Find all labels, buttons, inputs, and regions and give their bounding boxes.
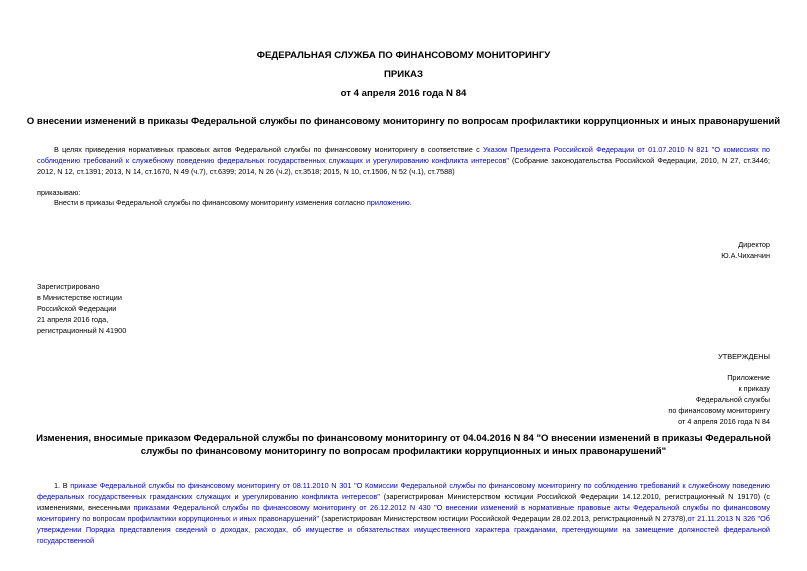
item-1-number: 1. В (54, 481, 71, 490)
registration-block (37, 281, 237, 336)
order-text-1: Внести в приказы Федеральной службы по финансовому мониторингу изменения согласно (54, 198, 367, 207)
preamble-text-2: (Собрание законодательства Российской Федерации, 2010, N 27, ст.3446; 2012, N 12, ст.1391; 2013, N 14, ст.1670, N 49 (ч.7), ст.6399; 2014, N 26 (ч.2), ст.3518; 2015, N 10, ст.1506, N 52 (ч.1), ст.7588) (37, 156, 770, 176)
approved-label: УТВЕРЖДЕНЫ (718, 352, 770, 361)
registration-line: в Министерстве юстиции (37, 293, 122, 302)
order-430-link[interactable]: приказами Федеральной службы по финансовому мониторингу от 26.12.2012 N 430 "О внесении изменений в нормативные правовые акты Федеральной службы по финансовому мониторингу по вопросам профилактики коррупционных и иных правонарушений" (37, 503, 770, 523)
appendix-line: Федеральной службы (695, 395, 770, 404)
page-title: О внесении изменений в приказы Федеральной службы по финансовому мониторингу по вопросам профилактики коррупционных и иных правонарушений (26, 116, 781, 127)
appendix-block (520, 372, 770, 427)
registration-line: регистрационный N 41900 (37, 326, 127, 335)
signature-position: Директор (738, 240, 770, 249)
changes-title: Изменения, вносимые приказом Федеральной службы по финансовому мониторингу от 04.04.2016 N 84 "О внесении изменений в приказы Федеральной службы по финансовому мониторингу по вопросам профилактики коррупционных и иных правонарушений" (36, 433, 771, 457)
agency-name: ФЕДЕРАЛЬНАЯ СЛУЖБА ПО ФИНАНСОВОМУ МОНИТОРИНГУ (256, 50, 551, 61)
appendix-link[interactable]: приложению (366, 198, 410, 207)
registration-line: Российской Федерации (37, 304, 117, 313)
appendix-line: по финансовому мониторингу (668, 406, 770, 415)
doc-date-number: от 4 апреля 2016 года N 84 (340, 88, 467, 99)
preamble-text-1: В целях приведения нормативных правовых актов Федеральной службы по финансовому мониторингу в соответствие с (54, 145, 483, 154)
doc-type: ПРИКАЗ (384, 69, 423, 80)
preamble-paragraph (37, 144, 770, 177)
item-1-paragraph (37, 480, 770, 565)
registration-line: 21 апреля 2016 года, (37, 315, 109, 324)
registration-line: Зарегистрировано (37, 282, 100, 291)
appendix-line: Приложение (727, 373, 770, 382)
order-326-link[interactable]: от 21.11.2013 N 326 "Об утверждении Порядка представления сведений о доходах, расходах, об имуществе и обязательствах имущественного характера гражданами, претендующими на замещение должностей федеральной государственной (37, 514, 770, 545)
item-1-text-1: (зарегистрирован Министерством юстиции Российской Федерации 14.12.2010, регистрационный N 19170) (с изменениями, внесенными (37, 492, 770, 512)
signature-name: Ю.А.Чиханчин (721, 251, 770, 260)
order-paragraph (54, 197, 770, 208)
item-1-text-2: (зарегистрирован Министерством юстиции Российской Федерации 28.02.2013, регистрационный N 27378), (319, 514, 688, 523)
appendix-line: от 4 апреля 2016 года N 84 (678, 417, 770, 426)
appendix-line: к приказу (738, 384, 770, 393)
order-text-2: . (409, 198, 412, 207)
order-word: приказываю: (37, 188, 81, 197)
order-301-link[interactable]: приказе Федеральной службы по финансовому мониторингу от 08.11.2010 N 301 "О Комиссии Федеральной службы по финансовому мониторингу по соблюдению требований к служебному поведению федеральных государственных гражданских служащих и урегулированию конфликта интересов" (37, 481, 770, 501)
decree-link[interactable]: Указом Президента Российской Федерации от 01.07.2010 N 821 "О комиссиях по соблюдению требований к служебному поведению федеральных государственных служащих и урегулированию конфликта интересов" (37, 145, 770, 165)
